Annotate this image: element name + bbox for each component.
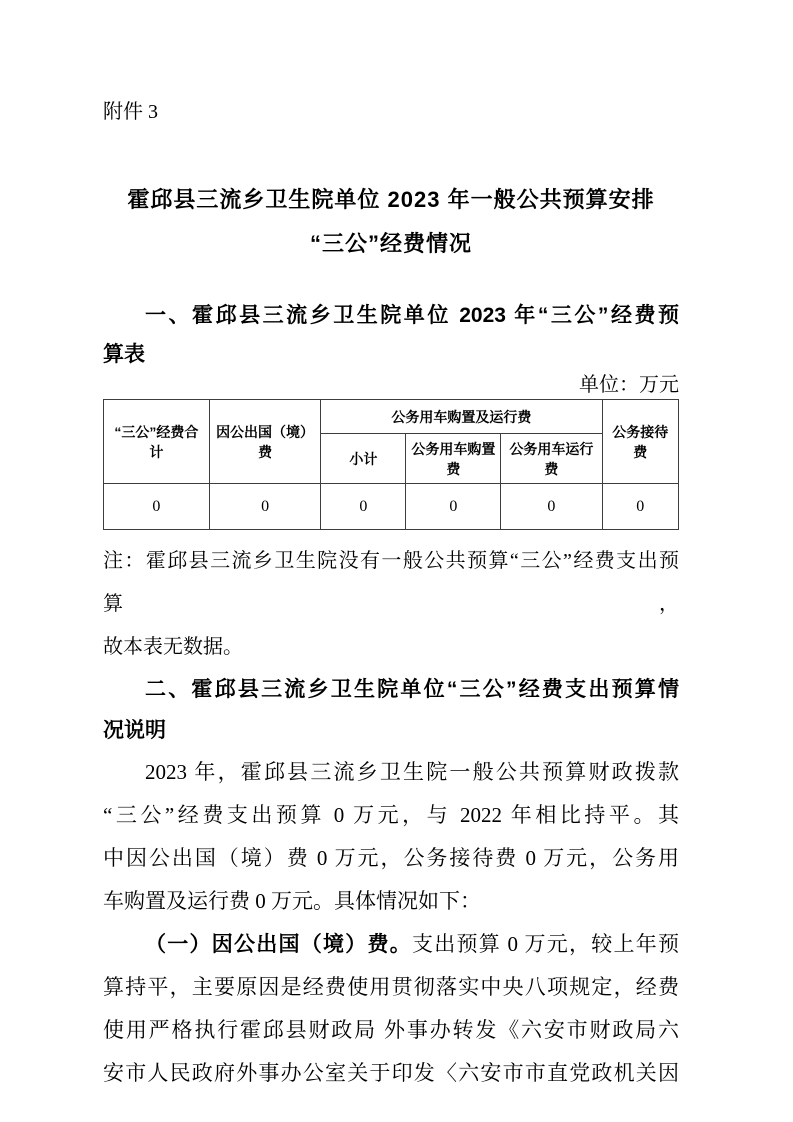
table-note bbox=[103, 540, 679, 669]
paragraph-2-line-4: 安市人民政府外事办公室关于印发〈六安市市直党政机关因 bbox=[103, 1061, 679, 1085]
header-total: “三公”经费合计 bbox=[104, 400, 210, 484]
paragraph-2-line-2: 算持平，主要原因是经费使用贯彻落实中央八项规定，经费 bbox=[103, 975, 679, 999]
header-vehicle-subtotal: 小计 bbox=[321, 434, 406, 484]
table-header-row-1 bbox=[104, 400, 679, 434]
value-reception: 0 bbox=[602, 484, 679, 530]
paragraph-1-line-2: “三公”经费支出预算 0 万元，与 2022 年相比持平。其 bbox=[103, 803, 679, 827]
header-abroad: 因公出国（境）费 bbox=[209, 400, 321, 484]
paragraph-1 bbox=[103, 751, 679, 923]
value-vehicle-operation: 0 bbox=[501, 484, 602, 530]
value-vehicle-purchase: 0 bbox=[406, 484, 501, 530]
section2-heading-line-2: 况说明 bbox=[103, 719, 166, 742]
title-line-2: “三公”经费情况 bbox=[309, 231, 472, 256]
value-vehicle-subtotal: 0 bbox=[321, 484, 406, 530]
document-title bbox=[103, 178, 679, 266]
header-vehicle-operation: 公务用车运行费 bbox=[501, 434, 602, 484]
paragraph-1-line-3: 中因公出国（境）费 0 万元，公务接待费 0 万元，公务用 bbox=[103, 846, 679, 870]
header-reception: 公务接待费 bbox=[602, 400, 679, 484]
title-line-1: 霍邱县三流乡卫生院单位 2023 年一般公共预算安排 bbox=[127, 187, 655, 212]
section2-heading-line-1: 二、霍邱县三流乡卫生院单位“三公”经费支出预算情 bbox=[145, 678, 679, 701]
paragraph-2-line-1-rest: 支出预算 0 万元，较上年预 bbox=[412, 932, 679, 956]
table-value-row bbox=[104, 484, 679, 530]
header-vehicle-group: 公务用车购置及运行费 bbox=[321, 400, 602, 434]
note-line-2: 故本表无数据。 bbox=[103, 636, 243, 658]
paragraph-2-line-3: 使用严格执行霍邱县财政局 外事办转发《六安市财政局六 bbox=[103, 1018, 679, 1042]
paragraph-2 bbox=[103, 923, 679, 1095]
header-vehicle-purchase: 公务用车购置费 bbox=[406, 434, 501, 484]
value-abroad: 0 bbox=[209, 484, 321, 530]
paragraph-1-line-1: 2023 年，霍邱县三流乡卫生院一般公共预算财政拨款 bbox=[145, 760, 679, 784]
unit-label: 单位：万元 bbox=[579, 374, 679, 396]
paragraph-2-bold-lead: （一）因公出国（境）费。 bbox=[145, 933, 412, 956]
budget-table bbox=[103, 399, 679, 530]
section1-heading-line-1: 一、霍邱县三流乡卫生院单位 2023 年“三公”经费预 bbox=[145, 304, 679, 327]
section1-heading bbox=[103, 296, 679, 374]
paragraph-2-line-1 bbox=[103, 923, 679, 966]
section2-heading bbox=[103, 669, 679, 751]
paragraph-1-line-4: 车购置及运行费 0 万元。具体情况如下： bbox=[103, 889, 481, 913]
value-total: 0 bbox=[104, 484, 210, 530]
note-line-1: 注：霍邱县三流乡卫生院没有一般公共预算“三公”经费支出预算， bbox=[103, 550, 679, 615]
section1-heading-line-2: 算表 bbox=[103, 343, 145, 366]
attachment-label: 附件 3 bbox=[103, 101, 158, 123]
